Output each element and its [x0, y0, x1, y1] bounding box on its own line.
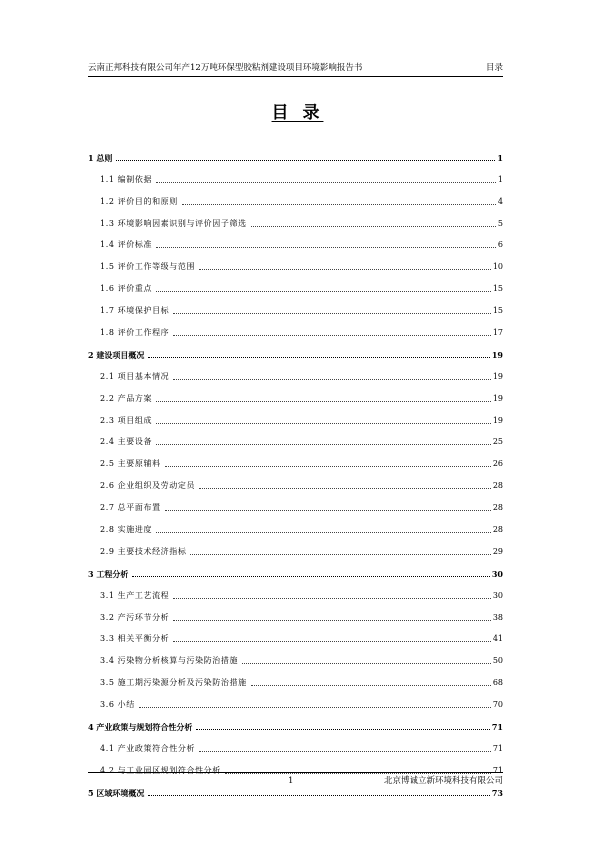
- toc-dot-leader: [173, 335, 491, 336]
- toc-section-entry[interactable]: [88, 382, 503, 404]
- toc-dot-leader: [242, 663, 491, 664]
- toc-section-entry[interactable]: [88, 688, 503, 710]
- toc-dot-leader: [156, 401, 491, 402]
- toc-section-entry[interactable]: [88, 732, 503, 754]
- toc-entry-page: 19: [492, 393, 503, 403]
- toc-dot-leader: [148, 357, 490, 358]
- toc-dot-leader: [156, 247, 496, 248]
- toc-entry-page: 71: [491, 722, 503, 733]
- toc-dot-leader: [199, 751, 491, 752]
- toc-dot-leader: [182, 204, 496, 205]
- page-header: [88, 62, 503, 77]
- toc-entry-title: 1.5 评价工作等级与范围: [100, 262, 196, 272]
- toc-entry-title: 5 区域环境概况: [88, 787, 145, 798]
- toc-entry-page: 70: [492, 700, 503, 710]
- toc-entry-title: 2.1 项目基本情况: [100, 371, 170, 381]
- toc-title: [0, 98, 595, 123]
- toc-dot-leader: [173, 620, 491, 621]
- toc-section-entry[interactable]: [88, 250, 503, 272]
- toc-section-entry[interactable]: [88, 185, 503, 207]
- toc-section-entry[interactable]: [88, 294, 503, 316]
- toc-entry-page: 68: [492, 678, 503, 688]
- toc-entry-page: 1: [497, 174, 503, 184]
- toc-entry-page: 19: [491, 349, 503, 360]
- toc-entry-title: 3.2 产污环节分析: [100, 612, 170, 622]
- toc-entry-title: 3.4 污染物分析核算与污染防治措施: [100, 656, 239, 666]
- toc-dot-leader: [139, 707, 491, 708]
- toc-section-entry[interactable]: [88, 513, 503, 535]
- toc-entry-title: 3.3 相关平衡分析: [100, 634, 170, 644]
- toc-section-entry[interactable]: [88, 404, 503, 426]
- toc-entry-title: 1 总则: [88, 152, 113, 163]
- toc-dot-leader: [251, 226, 496, 227]
- toc-entry-page: 50: [492, 656, 503, 666]
- toc-entry-page: 26: [492, 459, 503, 469]
- toc-section-entry[interactable]: [88, 666, 503, 688]
- toc-entry-title: 1.8 评价工作程序: [100, 328, 170, 338]
- toc-section-entry[interactable]: [88, 447, 503, 469]
- toc-entry-page: 30: [491, 568, 503, 579]
- toc-entry-title: 1.7 环境保护目标: [100, 306, 170, 316]
- toc-entry-page: 10: [492, 262, 503, 272]
- toc-section-entry[interactable]: [88, 426, 503, 448]
- toc-entry-title: 2.5 主要原辅料: [100, 459, 161, 469]
- toc-chapter-entry[interactable]: [88, 338, 503, 360]
- toc-dot-leader: [173, 313, 491, 314]
- toc-entry-title: 3.1 生产工艺流程: [100, 590, 170, 600]
- toc-section-entry[interactable]: [88, 360, 503, 382]
- header-section-label: 目录: [485, 63, 503, 73]
- toc-entry-page: 73: [491, 787, 503, 798]
- toc-dot-leader: [165, 466, 491, 467]
- toc-entry-page: 30: [492, 590, 503, 600]
- toc-section-entry[interactable]: [88, 601, 503, 623]
- table-of-contents: [88, 141, 503, 798]
- toc-entry-title: 1.4 评价标准: [100, 240, 153, 250]
- toc-dot-leader: [156, 182, 496, 183]
- toc-dot-leader: [156, 291, 491, 292]
- toc-entry-title: 2.9 主要技术经济指标: [100, 546, 187, 556]
- toc-chapter-entry[interactable]: [88, 710, 503, 732]
- toc-entry-page: 5: [497, 218, 503, 228]
- toc-entry-page: 71: [492, 743, 503, 753]
- toc-entry-page: 28: [492, 503, 503, 513]
- toc-section-entry[interactable]: [88, 229, 503, 251]
- toc-entry-page: 17: [492, 328, 503, 338]
- toc-entry-page: 38: [492, 612, 503, 622]
- toc-entry-title: 1.1 编制依据: [100, 174, 153, 184]
- toc-section-entry[interactable]: [88, 644, 503, 666]
- toc-entry-page: 19: [492, 415, 503, 425]
- toc-entry-title: 1.6 评价重点: [100, 284, 153, 294]
- toc-section-entry[interactable]: [88, 491, 503, 513]
- toc-chapter-entry[interactable]: [88, 557, 503, 579]
- toc-section-entry[interactable]: [88, 316, 503, 338]
- toc-entry-title: 2 建设项目概况: [88, 349, 145, 360]
- toc-dot-leader: [156, 423, 491, 424]
- toc-entry-title: 2.8 实施进度: [100, 525, 153, 535]
- toc-entry-page: 25: [492, 437, 503, 447]
- toc-section-entry[interactable]: [88, 579, 503, 601]
- toc-dot-leader: [173, 379, 491, 380]
- toc-entry-page: 6: [497, 240, 503, 250]
- toc-section-entry[interactable]: [88, 623, 503, 645]
- toc-entry-title: 4.2 与工业园区规划符合性分析: [100, 765, 221, 775]
- toc-dot-leader: [165, 510, 491, 511]
- footer-company-name: 北京博诚立新环境科技有限公司: [383, 776, 503, 786]
- header-document-title: 云南正邦科技有限公司年产12万吨环保型胶粘剂建设项目环境影响报告书: [88, 63, 363, 73]
- toc-entry-page: 28: [492, 481, 503, 491]
- toc-entry-page: 71: [492, 765, 503, 775]
- toc-dot-leader: [148, 795, 490, 796]
- toc-entry-title: 1.2 评价目的和原则: [100, 196, 178, 206]
- page-footer: [88, 772, 503, 787]
- toc-entry-title: 2.6 企业组织及劳动定员: [100, 481, 196, 491]
- toc-dot-leader: [199, 269, 491, 270]
- toc-dot-leader: [173, 598, 491, 599]
- toc-entry-page: 41: [492, 634, 503, 644]
- toc-dot-leader: [251, 685, 491, 686]
- toc-entry-title: 3.5 施工期污染源分析及污染防治措施: [100, 678, 247, 688]
- toc-entry-title: 1.3 环境影响因素识别与评价因子筛选: [100, 218, 247, 228]
- toc-chapter-entry[interactable]: [88, 141, 503, 163]
- toc-entry-page: 1: [497, 152, 503, 163]
- toc-section-entry[interactable]: [88, 535, 503, 557]
- toc-section-entry[interactable]: [88, 163, 503, 185]
- toc-dot-leader: [132, 576, 490, 577]
- toc-entry-page: 19: [492, 371, 503, 381]
- toc-dot-leader: [196, 729, 490, 730]
- toc-entry-title: 2.4 主要设备: [100, 437, 153, 447]
- toc-entry-page: 15: [492, 284, 503, 294]
- toc-entry-title: 4 产业政策与规划符合性分析: [88, 722, 193, 733]
- toc-entry-title: 2.2 产品方案: [100, 393, 153, 403]
- toc-dot-leader: [199, 488, 491, 489]
- toc-entry-title: 2.7 总平面布置: [100, 503, 161, 513]
- toc-dot-leader: [156, 532, 491, 533]
- toc-entry-title: 3 工程分析: [88, 568, 129, 579]
- toc-entry-page: 28: [492, 525, 503, 535]
- toc-entry-title: 3.6 小结: [100, 700, 135, 710]
- toc-dot-leader: [173, 641, 491, 642]
- toc-entry-title: 2.3 项目组成: [100, 415, 153, 425]
- toc-entry-page: 4: [497, 196, 503, 206]
- toc-title-text: 目 录: [271, 103, 324, 123]
- toc-entry-title: 4.1 产业政策符合性分析: [100, 743, 196, 753]
- toc-section-entry[interactable]: [88, 469, 503, 491]
- toc-dot-leader: [190, 554, 490, 555]
- toc-section-entry[interactable]: [88, 272, 503, 294]
- toc-section-entry[interactable]: [88, 207, 503, 229]
- footer-page-number: 1: [288, 776, 294, 786]
- toc-entry-page: 15: [492, 306, 503, 316]
- toc-dot-leader: [116, 160, 495, 161]
- toc-dot-leader: [156, 444, 491, 445]
- toc-entry-page: 29: [492, 546, 503, 556]
